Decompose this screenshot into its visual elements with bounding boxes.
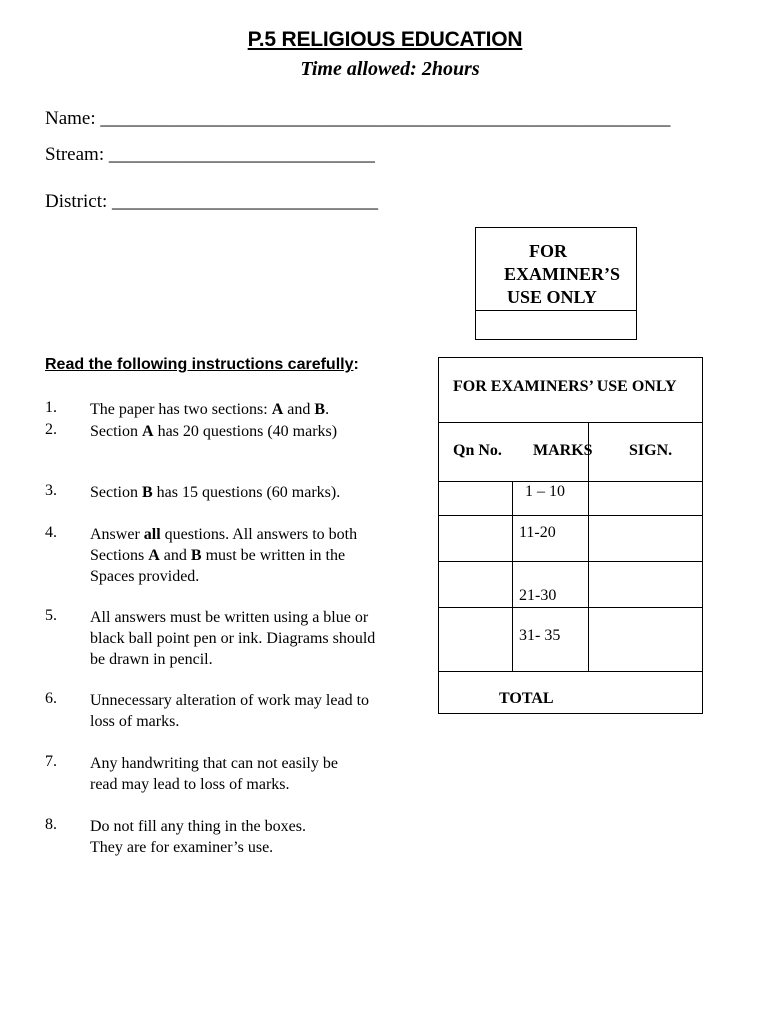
item-number: 8.	[45, 816, 57, 833]
item-number: 1.	[45, 399, 57, 416]
instruction-item-2: Section A has 20 questions (40 marks)	[90, 423, 338, 440]
instruction-item-3: Section B has 15 questions (60 marks).	[90, 484, 341, 501]
item-number: 3.	[45, 482, 57, 499]
instructions-heading	[45, 356, 359, 374]
name-field[interactable]: Name: ____________________________________________________________	[45, 108, 671, 129]
item-number: 7.	[45, 753, 57, 770]
row-label-2: 11-20	[519, 524, 556, 541]
column-divider	[512, 481, 513, 671]
examiner-box-line1: FOR	[529, 241, 567, 261]
examiner-box-label	[504, 240, 620, 309]
instruction-item-8: Do not fill any thing in the boxes. They are for examiner’s use.	[90, 818, 306, 856]
instruction-item-6: Unnecessary alteration of work may lead to loss of marks.	[90, 692, 370, 730]
header-sign: SIGN.	[629, 442, 673, 459]
examiner-box-divider	[476, 310, 636, 311]
examiner-use-box	[475, 227, 637, 340]
instruction-item-4: Answer all questions. All answers to both Sections A and B must be written in the Spaces provided.	[90, 526, 358, 585]
header-qn-no: Qn No.	[453, 442, 502, 459]
instruction-item-7: Any handwriting that can not easily be read may lead to loss of marks.	[90, 755, 338, 793]
row-label-4: 31- 35	[519, 627, 561, 644]
total-label: TOTAL	[499, 690, 554, 707]
time-allowed: Time allowed: 2hours	[300, 58, 480, 80]
examiner-box-line3: USE ONLY	[507, 287, 597, 307]
table-divider	[439, 515, 702, 516]
item-number: 5.	[45, 607, 57, 624]
table-divider	[439, 481, 702, 482]
district-field[interactable]: District: ____________________________	[45, 191, 379, 212]
instructions-heading-colon: :	[353, 356, 359, 373]
table-divider	[439, 422, 702, 423]
page-title: P.5 RELIGIOUS EDUCATION	[247, 28, 523, 51]
item-number: 2.	[45, 421, 57, 438]
column-divider	[588, 422, 589, 671]
item-number: 4.	[45, 524, 57, 541]
examiners-marks-table	[438, 357, 703, 714]
table-divider	[439, 607, 702, 608]
row-label-3: 21-30	[519, 587, 557, 604]
table-divider	[439, 561, 702, 562]
row-label-1: 1 – 10	[525, 483, 565, 500]
instruction-item-5: All answers must be written using a blue or black ball point pen or ink. Diagrams should be drawn in pencil.	[90, 609, 376, 668]
instruction-item-1: The paper has two sections: A and B.	[90, 401, 330, 418]
table-divider	[439, 671, 702, 672]
examiner-box-line2: EXAMINER’S	[504, 264, 621, 284]
header-marks: MARKS	[533, 442, 593, 459]
stream-field[interactable]: Stream: ____________________________	[45, 144, 375, 165]
item-number: 6.	[45, 690, 57, 707]
table-caption: FOR EXAMINERS’ USE ONLY	[453, 378, 677, 395]
instructions-heading-text: Read the following instructions carefully	[45, 356, 354, 373]
